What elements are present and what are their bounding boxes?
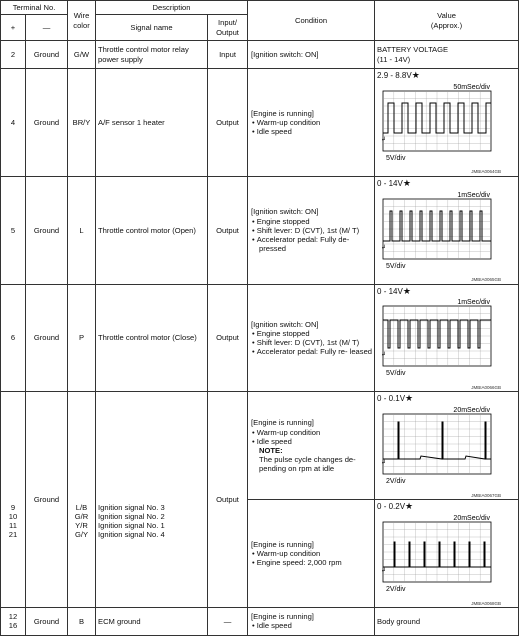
value-cell (375, 392, 519, 500)
condition-title: [Engine is running] (251, 108, 314, 118)
condition-title: [Ignition switch: ON] (251, 49, 319, 59)
condition-title: [Ignition switch: ON] (251, 207, 319, 217)
svg-text:↲: ↲ (381, 460, 387, 467)
signal-name: Throttle control motor relay power supply (96, 41, 208, 69)
scope-graphic (380, 404, 493, 486)
terminal-plus: 4 (1, 69, 26, 177)
wire-color: B (68, 607, 96, 635)
scope-graphic (380, 81, 493, 163)
signal-name: A/F sensor 1 heater (96, 69, 208, 177)
star-icon: ★ (411, 70, 420, 80)
condition-bullet: • Idle speed (252, 621, 292, 631)
condition-bullet: • Accelerator pedal: Fully de- pressed (252, 234, 350, 253)
signal-name-header: Signal name (96, 15, 208, 41)
condition (248, 41, 375, 69)
scope-graphic (380, 296, 493, 378)
terminal-minus: Ground (26, 392, 68, 608)
condition (248, 392, 375, 500)
condition-bullet: • Engine speed: 2,000 rpm (252, 558, 342, 568)
terminal-plus: 9 10 11 21 (1, 392, 26, 608)
condition-header: Condition (248, 1, 375, 41)
wire-color: L/B G/R Y/R G/Y (68, 392, 96, 608)
condition-bullet: • Idle speed (252, 126, 292, 136)
io-type: Output (208, 284, 248, 392)
table-row (1, 69, 519, 177)
signal-name: Throttle control motor (Close) (96, 284, 208, 392)
scope-volt-division: 5V/div (386, 262, 406, 270)
condition-bullet: • Warm-up condition (252, 549, 321, 559)
svg-text:↲: ↲ (381, 136, 387, 143)
condition-bullet: • Warm-up condition (252, 427, 321, 437)
terminal-plus: 12 16 (1, 607, 26, 635)
oscilloscope-waveform (380, 512, 502, 606)
value-range: (11 - 14V) (377, 54, 411, 64)
terminal-minus: Ground (26, 607, 68, 635)
svg-text:↲: ↲ (381, 352, 387, 359)
condition-title: [Engine is running] (251, 539, 314, 549)
terminal-plus: 2 (1, 41, 26, 69)
io-type: Output (208, 392, 248, 608)
scope-time-division: 50mSec/div (453, 83, 491, 91)
table-row (1, 41, 519, 69)
condition (248, 176, 375, 284)
terminal-plus: 5 (1, 176, 26, 284)
oscilloscope-waveform (380, 81, 502, 175)
note-text: The pulse cycle changes de- pending on rpm at idle (259, 454, 356, 473)
table-row (1, 284, 519, 392)
scope-volt-division: 2V/div (386, 585, 406, 593)
terminal-minus: Ground (26, 41, 68, 69)
figure-code: JMBIA0068GB (471, 600, 502, 606)
value-cell (375, 41, 519, 69)
scope-time-division: 1mSec/div (457, 299, 491, 307)
value-cell (375, 500, 519, 608)
terminal-minus: Ground (26, 69, 68, 177)
value-text: 0 - 14V (377, 286, 403, 296)
oscilloscope-waveform (380, 189, 502, 283)
signal-name: Throttle control motor (Open) (96, 176, 208, 284)
scope-graphic (380, 512, 493, 594)
scope-volt-division: 2V/div (386, 478, 406, 486)
svg-text:↲: ↲ (381, 567, 387, 574)
figure-code: JMBIA0067GB (471, 492, 502, 498)
scope-volt-division: 5V/div (386, 154, 406, 162)
terminal-plus: 6 (1, 284, 26, 392)
star-icon: ★ (402, 285, 411, 296)
condition-bullet: • Shift lever: D (CVT), 1st (M/ T) (252, 225, 360, 235)
scope-graphic (380, 189, 493, 271)
star-icon: ★ (402, 177, 411, 188)
header-row-1 (1, 1, 519, 15)
oscilloscope-waveform (380, 296, 502, 390)
table-row (1, 392, 519, 500)
wire-color-header: Wire color (68, 1, 96, 41)
table-row (1, 176, 519, 284)
condition (248, 607, 375, 635)
value-text: 2.9 - 8.8V (377, 71, 412, 80)
wire-color: P (68, 284, 96, 392)
svg-text:↲: ↲ (381, 244, 387, 251)
condition-title: [Engine is running] (251, 612, 314, 622)
wire-color: L (68, 176, 96, 284)
value-text: 0 - 0.2V (377, 502, 406, 512)
condition-bullet: • Accelerator pedal: Fully re- leased (252, 347, 373, 357)
value-cell (375, 284, 519, 392)
minus-header: — (26, 15, 68, 41)
condition (248, 69, 375, 177)
condition-bullet: • Engine stopped (252, 328, 310, 338)
value-header-approx: (Approx.) (430, 20, 463, 30)
value-text: BATTERY VOLTAGE (377, 45, 449, 55)
star-icon: ★ (405, 393, 414, 404)
value-header (375, 1, 519, 41)
value-cell (375, 607, 519, 635)
io-type: — (208, 607, 248, 635)
condition-title: [Ignition switch: ON] (251, 319, 319, 329)
figure-code: JMBIA0064GB (471, 169, 502, 175)
condition (248, 500, 375, 608)
scope-time-division: 20mSec/div (453, 514, 491, 522)
condition-bullet: • Shift lever: D (CVT), 1st (M/ T) (252, 337, 360, 347)
condition (248, 284, 375, 392)
wire-color: BR/Y (68, 69, 96, 177)
value-text: 0 - 14V (377, 178, 403, 188)
io-type: Output (208, 176, 248, 284)
condition-bullet: • Idle speed (252, 436, 292, 446)
plus-header: + (1, 15, 26, 41)
scope-time-division: 1mSec/div (457, 191, 491, 199)
description-header: Description (96, 1, 248, 15)
input-output-header: Input/ Output (208, 15, 248, 41)
value-header-label: Value (437, 11, 456, 21)
terminal-no-header: Terminal No. (1, 1, 68, 15)
note-label: NOTE: (259, 445, 283, 455)
figure-code: JMBIA0065GB (471, 277, 502, 283)
star-icon: ★ (405, 501, 414, 512)
value-text: 0 - 0.1V (377, 394, 406, 404)
signal-name: Ignition signal No. 3 Ignition signal No. 2 Ignition signal No. 1 Ignition signal No. 4 (96, 392, 208, 608)
scope-time-division: 20mSec/div (453, 407, 491, 415)
io-type: Input (208, 41, 248, 69)
value-cell (375, 176, 519, 284)
scope-volt-division: 5V/div (386, 370, 406, 378)
value-cell (375, 69, 519, 177)
terminal-minus: Ground (26, 176, 68, 284)
io-type: Output (208, 69, 248, 177)
signal-name: ECM ground (96, 607, 208, 635)
wire-color: G/W (68, 41, 96, 69)
figure-code: JMBIA0066GB (471, 385, 502, 390)
table-row (1, 607, 519, 635)
condition-bullet: • Engine stopped (252, 216, 310, 226)
oscilloscope-waveform (380, 404, 502, 498)
condition-bullet: • Warm-up condition (252, 117, 321, 127)
value-text: Body ground (377, 616, 421, 626)
condition-title: [Engine is running] (251, 418, 314, 428)
terminal-minus: Ground (26, 284, 68, 392)
